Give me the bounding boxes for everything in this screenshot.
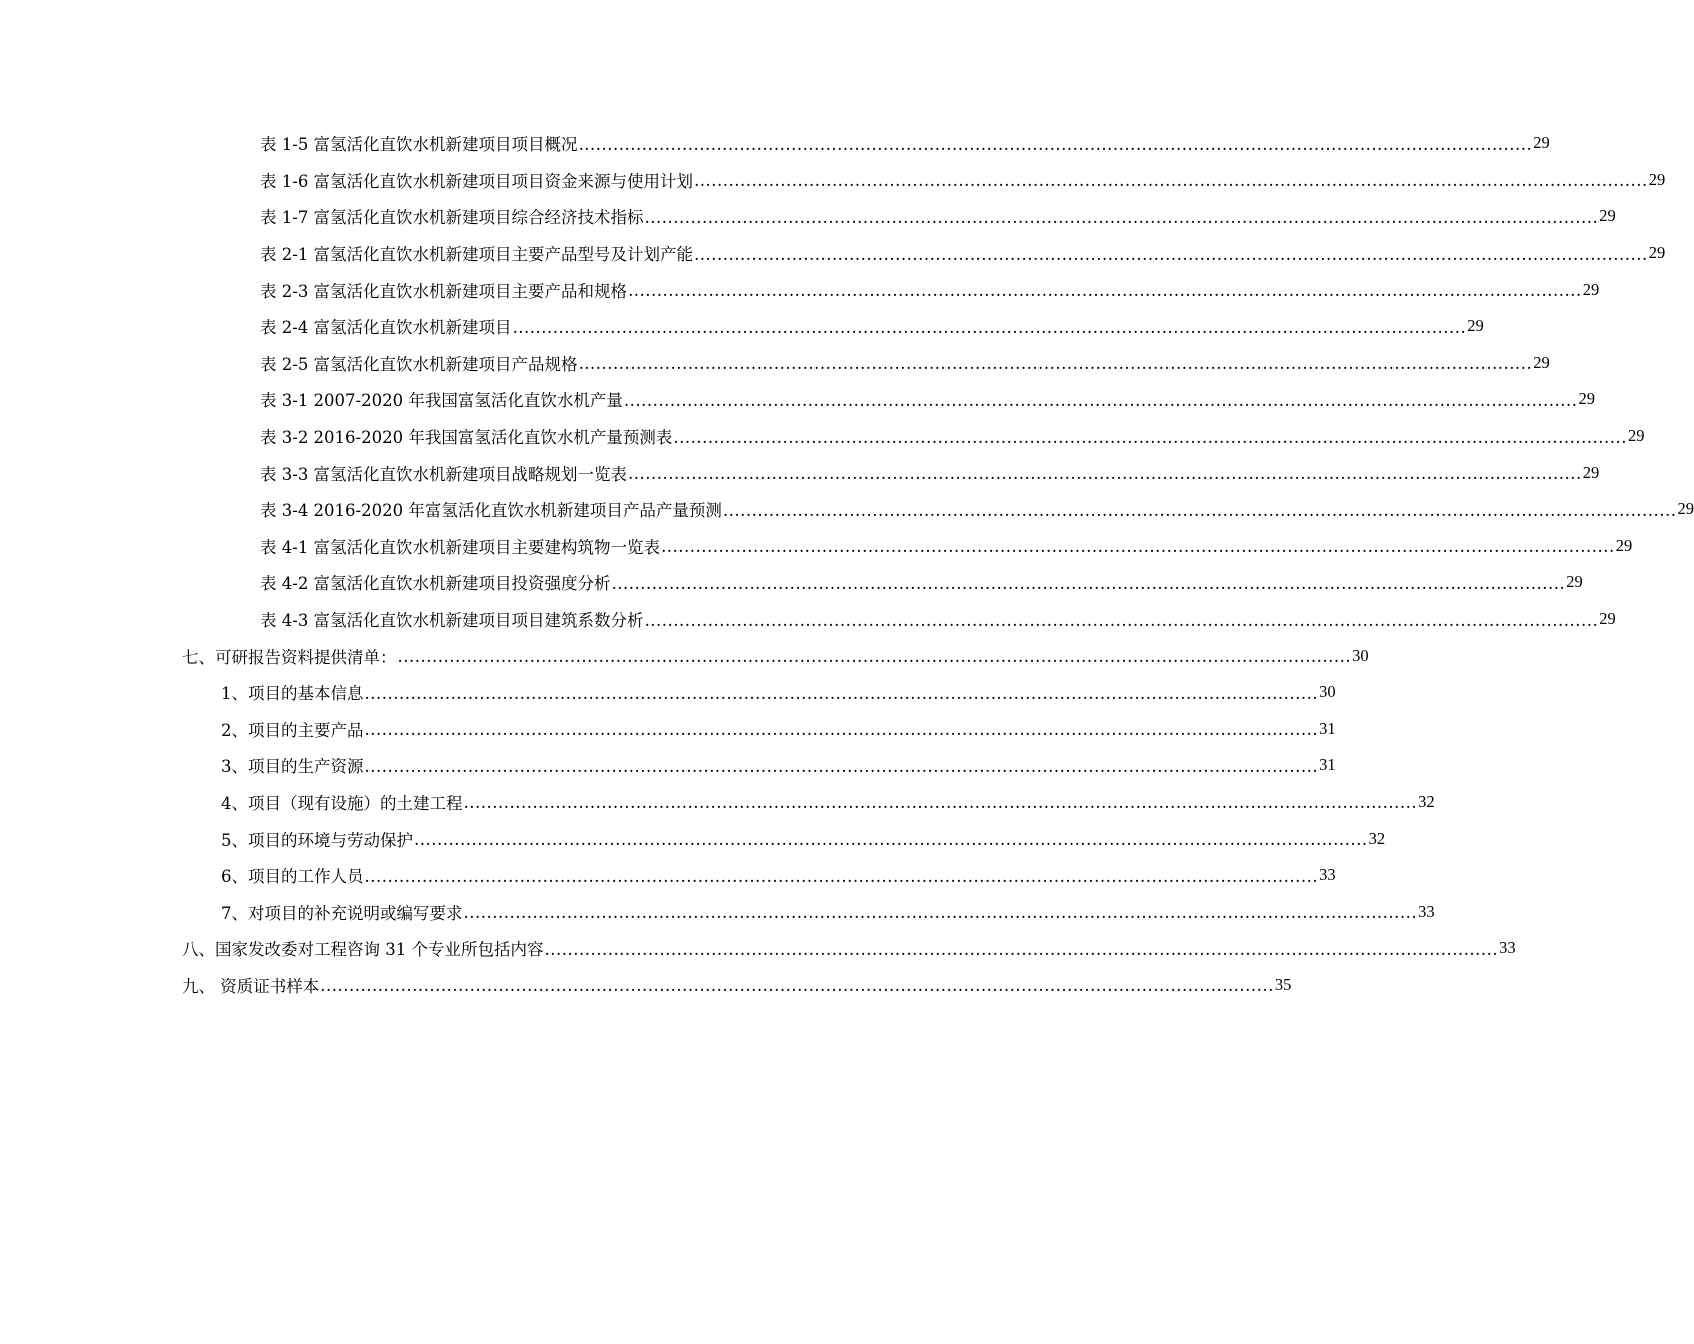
toc-entry-label: 6、项目的工作人员 [221,867,364,887]
dot-leader: ...................................................................................................................................................................... [544,939,1499,959]
toc-entry-table-3-3[interactable] [260,454,1600,491]
dot-leader: ...................................................................................................................................................................... [644,207,1599,227]
toc-entry-label: 表 1-6 富氢活化直饮水机新建项目项目资金来源与使用计划 [260,171,694,191]
toc-entry-label: 表 3-3 富氢活化直饮水机新建项目战略规划一览表 [260,464,628,484]
dot-leader: ...................................................................................................................................................................... [364,866,1319,886]
toc-page-number: 29 [1578,389,1596,409]
toc-entry-label: 表 2-5 富氢活化直饮水机新建项目产品规格 [260,354,578,374]
dot-leader: ...................................................................................................................................................................... [320,976,1274,996]
toc-entry-7-7[interactable] [221,893,1435,930]
toc-entry-label: 表 2-1 富氢活化直饮水机新建项目主要产品型号及计划产能 [260,245,694,265]
toc-entry-table-3-4[interactable] [260,491,1694,528]
toc-entry-label: 八、国家发改委对工程咨询 31 个专业所包括内容 [182,940,544,960]
toc-page-number: 29 [1533,133,1550,153]
toc-page-number: 29 [1566,572,1583,592]
dot-leader: ...................................................................................................................................................................... [694,244,1648,264]
dot-leader: ...................................................................................................................................................................... [611,573,1566,593]
dot-leader: ...................................................................................................................................................................... [463,903,1418,923]
dot-leader: ...................................................................................................................................................................... [628,281,1582,301]
toc-entry-label: 表 4-3 富氢活化直饮水机新建项目项目建筑系数分析 [260,611,644,631]
dot-leader: ...................................................................................................................................................................... [722,500,1677,520]
toc-entry-table-2-3[interactable] [260,271,1600,308]
toc-entry-label: 表 3-1 2007-2020 年我国富氢活化直饮水机产量 [260,391,623,411]
dot-leader: ...................................................................................................................................................................... [661,537,1615,557]
toc-entry-label: 4、项目（现有设施）的土建工程 [221,793,463,813]
toc-entry-label: 表 1-5 富氢活化直饮水机新建项目项目概况 [260,135,578,155]
toc-entry-label: 表 3-4 2016-2020 年富氢活化直饮水机新建项目产品产量预测 [260,501,722,521]
toc-page-number: 29 [1599,206,1616,226]
dot-leader: ...................................................................................................................................................................... [673,427,1628,447]
toc-entry-section-9[interactable] [182,967,1292,1004]
toc-page-number: 29 [1677,499,1694,519]
toc-entry-table-3-2[interactable] [260,418,1645,455]
toc-entry-label: 2、项目的主要产品 [221,720,364,740]
toc-page-number: 30 [1352,645,1369,665]
dot-leader: ...................................................................................................................................................................... [644,610,1599,630]
toc-entry-label: 7、对项目的补充说明或编写要求 [221,903,463,923]
dot-leader: ...................................................................................................................................................................... [414,830,1368,850]
toc-page-number: 29 [1582,462,1600,482]
toc-page-number: 29 [1615,535,1633,555]
toc-page-number: 29 [1648,243,1666,263]
toc-page-number: 33 [1319,865,1336,885]
toc-entry-section-7[interactable] [182,637,1369,674]
toc-entry-label: 表 4-2 富氢活化直饮水机新建项目投资强度分析 [260,574,611,594]
toc-entry-label: 表 3-2 2016-2020 年我国富氢活化直饮水机产量预测表 [260,428,673,448]
toc-entry-7-4[interactable] [221,784,1435,821]
toc-entry-label: 表 2-3 富氢活化直饮水机新建项目主要产品和规格 [260,281,628,301]
toc-entry-7-6[interactable] [221,857,1336,894]
toc-entry-7-2[interactable] [221,711,1336,748]
toc-page-number: 33 [1499,938,1516,958]
toc-entry-table-2-4[interactable] [260,308,1484,345]
dot-leader: ...................................................................................................................................................................... [364,720,1319,740]
toc-entry-section-8[interactable] [182,930,1516,967]
toc-entry-table-2-5[interactable] [260,345,1550,382]
toc-page-number: 29 [1533,352,1550,372]
toc-entry-table-1-6[interactable] [260,162,1666,199]
toc-page-number: 29 [1628,426,1645,446]
toc-entry-table-1-7[interactable] [260,198,1616,235]
toc-page-number: 29 [1467,316,1484,336]
dot-leader: ...................................................................................................................................................................... [628,464,1582,484]
toc-entry-label: 七、可研报告资料提供清单： [182,647,397,667]
toc-entry-table-4-1[interactable] [260,528,1633,565]
dot-leader: ...................................................................................................................................................................... [364,683,1319,703]
toc-page-number: 29 [1599,609,1616,629]
toc-entry-table-3-1[interactable] [260,381,1596,418]
toc-entry-label: 表 1-7 富氢活化直饮水机新建项目综合经济技术指标 [260,208,644,228]
toc-page-number: 31 [1319,755,1336,775]
toc-page-number: 30 [1319,682,1336,702]
toc-entry-label: 1、项目的基本信息 [221,684,364,704]
toc-entry-label: 3、项目的生产资源 [221,757,364,777]
dot-leader: ...................................................................................................................................................................... [578,354,1533,374]
toc-entry-table-4-3[interactable] [260,601,1616,638]
table-of-contents [0,125,1694,1003]
toc-entry-label: 5、项目的环境与劳动保护 [221,830,413,850]
toc-page-number: 35 [1274,974,1292,994]
toc-entry-label: 九、 资质证书样本 [182,976,320,996]
toc-entry-7-5[interactable] [221,820,1386,857]
toc-entry-table-2-1[interactable] [260,235,1666,272]
toc-page-number: 33 [1418,901,1435,921]
toc-entry-table-1-5[interactable] [260,125,1550,162]
dot-leader: ...................................................................................................................................................................... [512,317,1467,337]
dot-leader: ...................................................................................................................................................................... [694,171,1648,191]
dot-leader: ...................................................................................................................................................................... [397,647,1352,667]
toc-entry-7-1[interactable] [221,674,1336,711]
toc-page-number: 32 [1368,828,1386,848]
toc-page-number: 29 [1648,169,1666,189]
toc-entry-table-4-2[interactable] [260,564,1583,601]
dot-leader: ...................................................................................................................................................................... [623,390,1578,410]
toc-entry-7-3[interactable] [221,747,1336,784]
dot-leader: ...................................................................................................................................................................... [463,793,1418,813]
toc-page-number: 31 [1319,718,1336,738]
dot-leader: ...................................................................................................................................................................... [364,756,1319,776]
toc-page-number: 32 [1418,791,1435,811]
toc-entry-label: 表 2-4 富氢活化直饮水机新建项目 [260,318,512,338]
dot-leader: ...................................................................................................................................................................... [578,134,1533,154]
toc-page-number: 29 [1582,279,1600,299]
toc-entry-label: 表 4-1 富氢活化直饮水机新建项目主要建构筑物一览表 [260,537,661,557]
